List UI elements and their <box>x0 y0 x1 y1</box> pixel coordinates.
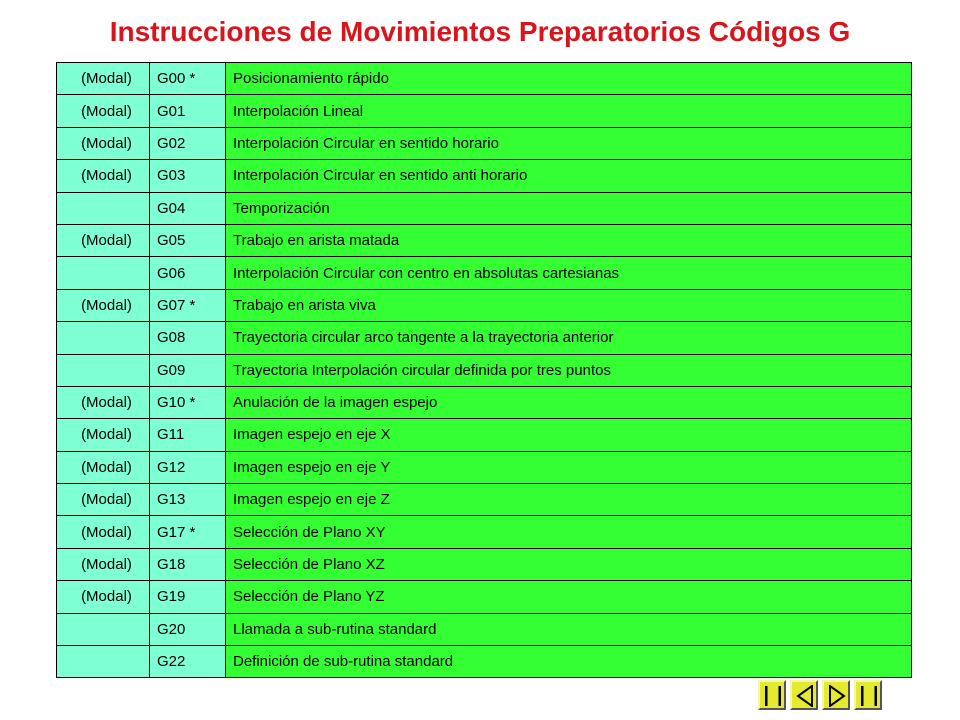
table-row <box>57 192 912 224</box>
mode-cell <box>57 646 150 678</box>
description-cell: Trabajo en arista matada <box>226 224 912 256</box>
first-slide-icon <box>763 685 783 707</box>
mode-cell: (Modal) <box>57 95 150 127</box>
table-row <box>57 646 912 678</box>
description-cell: Anulación de la imagen espejo <box>226 386 912 418</box>
mode-cell: (Modal) <box>57 63 150 95</box>
previous-slide-button[interactable] <box>790 680 818 710</box>
table-row <box>57 419 912 451</box>
code-cell: G05 <box>150 224 226 256</box>
next-slide-icon <box>827 685 847 707</box>
mode-cell <box>57 257 150 289</box>
description-cell: Trabajo en arista viva <box>226 289 912 321</box>
code-cell: G09 <box>150 354 226 386</box>
mode-cell: (Modal) <box>57 516 150 548</box>
code-cell: G17 * <box>150 516 226 548</box>
table-row <box>57 95 912 127</box>
g-codes-table <box>56 62 912 678</box>
mode-cell: (Modal) <box>57 581 150 613</box>
mode-cell: (Modal) <box>57 484 150 516</box>
table-row <box>57 257 912 289</box>
mode-cell: (Modal) <box>57 419 150 451</box>
code-cell: G19 <box>150 581 226 613</box>
mode-cell <box>57 322 150 354</box>
code-cell: G20 <box>150 613 226 645</box>
table-row <box>57 516 912 548</box>
description-cell: Interpolación Circular en sentido anti horario <box>226 160 912 192</box>
table-row <box>57 386 912 418</box>
mode-cell: (Modal) <box>57 289 150 321</box>
table-row <box>57 484 912 516</box>
page-title: Instrucciones de Movimientos Preparatorios Códigos G <box>109 16 851 47</box>
code-cell: G04 <box>150 192 226 224</box>
table-row <box>57 451 912 483</box>
description-cell: Interpolación Circular en sentido horario <box>226 127 912 159</box>
next-slide-button[interactable] <box>822 680 850 710</box>
table-row <box>57 613 912 645</box>
table-row <box>57 63 912 95</box>
first-slide-button[interactable] <box>758 680 786 710</box>
mode-cell: (Modal) <box>57 224 150 256</box>
description-cell: Trayectoria Interpolación circular definida por tres puntos <box>226 354 912 386</box>
mode-cell: (Modal) <box>57 386 150 418</box>
code-cell: G07 * <box>150 289 226 321</box>
code-cell: G08 <box>150 322 226 354</box>
code-cell: G03 <box>150 160 226 192</box>
code-cell: G10 * <box>150 386 226 418</box>
table-row <box>57 548 912 580</box>
description-cell: Posicionamiento rápido <box>226 63 912 95</box>
description-cell: Llamada a sub-rutina standard <box>226 613 912 645</box>
g-codes-table-body <box>57 63 912 678</box>
table-row <box>57 160 912 192</box>
description-cell: Interpolación Lineal <box>226 95 912 127</box>
table-row <box>57 289 912 321</box>
description-cell: Imagen espejo en eje Z <box>226 484 912 516</box>
description-cell: Selección de Plano YZ <box>226 581 912 613</box>
mode-cell <box>57 354 150 386</box>
code-cell: G01 <box>150 95 226 127</box>
code-cell: G00 * <box>150 63 226 95</box>
description-cell: Imagen espejo en eje X <box>226 419 912 451</box>
description-cell: Imagen espejo en eje Y <box>226 451 912 483</box>
code-cell: G18 <box>150 548 226 580</box>
last-slide-button[interactable] <box>854 680 882 710</box>
code-cell: G22 <box>150 646 226 678</box>
mode-cell: (Modal) <box>57 160 150 192</box>
mode-cell: (Modal) <box>57 451 150 483</box>
description-cell: Interpolación Circular con centro en absolutas cartesianas <box>226 257 912 289</box>
mode-cell <box>57 613 150 645</box>
table-row <box>57 224 912 256</box>
code-cell: G02 <box>150 127 226 159</box>
previous-slide-icon <box>795 685 815 707</box>
table-row <box>57 354 912 386</box>
description-cell: Selección de Plano XZ <box>226 548 912 580</box>
mode-cell: (Modal) <box>57 127 150 159</box>
table-row <box>57 581 912 613</box>
description-cell: Temporización <box>226 192 912 224</box>
code-cell: G11 <box>150 419 226 451</box>
last-slide-icon <box>859 685 879 707</box>
mode-cell <box>57 192 150 224</box>
description-cell: Definición de sub-rutina standard <box>226 646 912 678</box>
code-cell: G13 <box>150 484 226 516</box>
code-cell: G06 <box>150 257 226 289</box>
table-row <box>57 322 912 354</box>
description-cell: Selección de Plano XY <box>226 516 912 548</box>
description-cell: Trayectoria circular arco tangente a la trayectoria anterior <box>226 322 912 354</box>
code-cell: G12 <box>150 451 226 483</box>
table-row <box>57 127 912 159</box>
mode-cell: (Modal) <box>57 548 150 580</box>
